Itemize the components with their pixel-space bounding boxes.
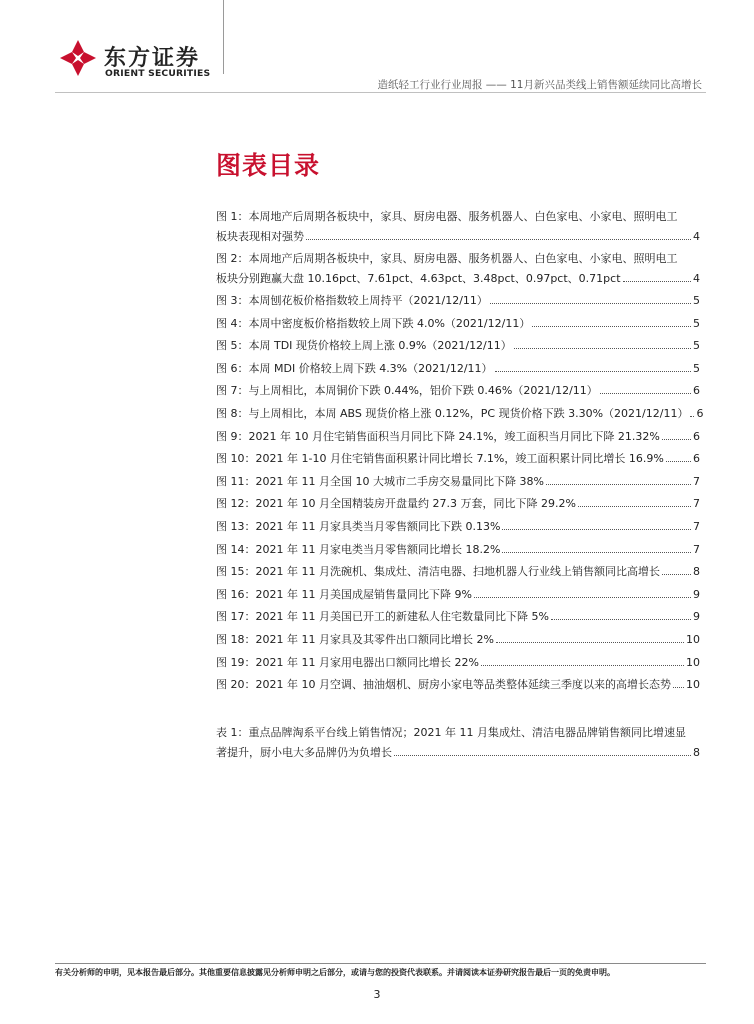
toc-title: 图表目录 <box>216 151 321 180</box>
toc-entry-figure-10[interactable] <box>216 450 700 473</box>
dot-leader <box>551 619 691 620</box>
toc-entry-text: 图 1：本周地产后周期各板块中，家具、厨房电器、服务机器人、白色家电、小家电、照明电工 <box>216 210 678 223</box>
toc-page-number: 5 <box>693 294 700 307</box>
toc-entry-figure-15[interactable] <box>216 563 700 586</box>
toc-page-number: 7 <box>693 519 700 533</box>
toc-page-number: 4 <box>693 230 700 243</box>
toc-entry-text: 板块分别跑赢大盘 10.16pct、7.61pct、4.63pct、3.48pct、0.97pct、0.71pct <box>216 272 621 285</box>
toc-page-number: 8 <box>693 746 700 759</box>
toc-page-number: 5 <box>693 361 700 375</box>
toc-entry-text: 表 1：重点品牌淘系平台线上销售情况；2021 年 11 月集成灶、清洁电器品牌销售额同比增速显 <box>216 726 686 739</box>
toc-entry-figure-20[interactable] <box>216 676 700 699</box>
toc-page-number: 6 <box>693 452 700 466</box>
toc-entry-text: 板块表现相对强势 <box>216 230 304 243</box>
toc-page-number: 10 <box>686 655 700 669</box>
toc-entry-table-1[interactable] <box>216 724 700 766</box>
toc-page-number: 9 <box>693 587 700 601</box>
dot-leader <box>666 461 691 462</box>
dot-leader <box>673 687 684 688</box>
dot-leader <box>502 529 691 530</box>
toc-page-number: 6 <box>696 406 704 420</box>
dot-leader <box>496 642 684 643</box>
toc-entry-text: 图 5：本周 TDI 现货价格较上周上涨 0.9%（2021/12/11） <box>216 339 512 353</box>
toc-entry-figure-17[interactable] <box>216 608 700 631</box>
toc-entry-text: 图 6：本周 MDI 价格较上周下跌 4.3%（2021/12/11） <box>216 361 493 375</box>
logo-english-name: ORIENT SECURITIES <box>105 68 211 79</box>
toc-entry-figure-14[interactable] <box>216 541 700 564</box>
toc-entry-text: 图 12：2021 年 10 月全国精装房开盘量约 27.3 万套，同比下降 29.2% <box>216 497 576 511</box>
toc-entry-text: 图 4：本周中密度板价格指数较上周下跌 4.0%（2021/12/11） <box>216 316 531 330</box>
dot-leader <box>662 574 691 575</box>
toc-entry-figure-16[interactable] <box>216 586 700 609</box>
toc-entry-figure-8[interactable] <box>216 405 704 428</box>
dot-leader <box>394 755 691 756</box>
toc-entry-text: 图 7：与上周相比，本周铜价下跌 0.44%，铝价下跌 0.46%（2021/12/11） <box>216 384 598 398</box>
toc-entry-text: 图 19：2021 年 11 月家用电器出口额同比增长 22% <box>216 655 479 669</box>
toc-entry-text: 图 11：2021 年 11 月全国 10 大城市二手房交易量同比下降 38% <box>216 474 544 488</box>
toc-entry-text: 图 9：2021 年 10 月住宅销售面积当月同比下降 24.1%，竣工面积当月同比下降 21.32% <box>216 429 660 443</box>
toc-entry-figure-6[interactable] <box>216 360 700 383</box>
toc-entry-text: 图 2：本周地产后周期各板块中，家具、厨房电器、服务机器人、白色家电、小家电、照明电工 <box>216 252 678 265</box>
toc-entry-figure-12[interactable] <box>216 495 700 518</box>
dot-leader <box>490 303 691 304</box>
toc-entry-figure-7[interactable] <box>216 382 700 405</box>
toc-entry-text: 图 14：2021 年 11 月家电类当月零售额同比增长 18.2% <box>216 542 501 556</box>
toc-page-number: 4 <box>693 272 700 285</box>
toc-entry-figure-3[interactable] <box>216 292 700 315</box>
report-header-title: 造纸轻工行业行业周报 —— 11月新兴品类线上销售额延续同比高增长 <box>377 79 702 91</box>
dot-leader <box>662 439 691 440</box>
toc-page-number: 5 <box>693 316 700 330</box>
toc-entry-text: 图 13：2021 年 11 月家具类当月零售额同比下跌 0.13% <box>216 519 501 533</box>
header-rule <box>55 92 706 93</box>
toc-page-number: 6 <box>693 429 700 443</box>
toc-entry-text: 图 8：与上周相比，本周 ABS 现货价格上涨 0.12%，PC 现货价格下跌 3.30%（2021/12/11） <box>216 406 689 420</box>
logo-chinese-name: 东方证券 <box>104 46 201 71</box>
dot-leader <box>481 665 684 666</box>
toc-entry-figure-1[interactable] <box>216 208 700 250</box>
dot-leader <box>690 416 694 417</box>
page-number: 3 <box>373 988 381 1001</box>
table-list <box>216 724 700 766</box>
toc-entry-figure-2[interactable] <box>216 250 700 292</box>
toc-entry-text: 图 3：本周刨花板价格指数较上周持平（2021/12/11） <box>216 294 488 307</box>
toc-page-number: 6 <box>693 384 700 398</box>
dot-leader <box>474 597 691 598</box>
dot-leader <box>600 393 691 394</box>
dot-leader <box>306 239 691 240</box>
toc-page-number: 7 <box>693 474 700 488</box>
footer-disclaimer: 有关分析师的申明，见本报告最后部分。其他重要信息披露见分析师申明之后部分，或请与您的投资代表联系。并请阅读本证券研究报告最后一页的免责申明。 <box>55 968 615 977</box>
toc-entry-figure-18[interactable] <box>216 631 700 654</box>
toc-entry-figure-9[interactable] <box>216 428 700 451</box>
dot-leader <box>495 371 691 372</box>
toc-entry-text: 图 16：2021 年 11 月美国成屋销售量同比下降 9% <box>216 587 472 601</box>
toc-entry-text: 图 17：2021 年 11 月美国已开工的新建私人住宅数量同比下降 5% <box>216 610 549 624</box>
dot-leader <box>578 506 691 507</box>
toc-entry-figure-19[interactable] <box>216 654 700 677</box>
dot-leader <box>546 484 691 485</box>
figure-list <box>216 208 704 699</box>
toc-entry-text: 图 15：2021 年 11 月洗碗机、集成灶、清洁电器、扫地机器人行业线上销售额同比高增长 <box>216 565 660 579</box>
toc-page-number: 7 <box>693 542 700 556</box>
orient-securities-logo-icon <box>58 38 98 78</box>
toc-entry-text: 图 10：2021 年 1-10 月住宅销售面积累计同比增长 7.1%，竣工面积累计同比增长 16.9% <box>216 452 664 466</box>
toc-page-number: 8 <box>693 565 700 579</box>
toc-page-number: 9 <box>693 610 700 624</box>
toc-page-number: 10 <box>686 632 700 646</box>
dot-leader <box>532 326 691 327</box>
toc-entry-figure-4[interactable] <box>216 315 700 338</box>
toc-page-number: 7 <box>693 497 700 511</box>
dot-leader <box>514 348 691 349</box>
dot-leader <box>623 281 691 282</box>
footer-rule <box>55 963 706 964</box>
company-logo <box>58 38 218 82</box>
dot-leader <box>502 552 691 553</box>
toc-page-number: 10 <box>686 678 700 692</box>
header-divider-line <box>223 0 224 74</box>
toc-entry-figure-5[interactable] <box>216 337 700 360</box>
toc-entry-figure-11[interactable] <box>216 473 700 496</box>
toc-entry-text: 图 20：2021 年 10 月空调、抽油烟机、厨房小家电等品类整体延续三季度以来的高增长态势 <box>216 678 671 692</box>
toc-page-number: 5 <box>693 339 700 353</box>
toc-entry-text: 著提升，厨小电大多品牌仍为负增长 <box>216 746 392 759</box>
toc-entry-figure-13[interactable] <box>216 518 700 541</box>
toc-entry-text: 图 18：2021 年 11 月家具及其零件出口额同比增长 2% <box>216 632 494 646</box>
